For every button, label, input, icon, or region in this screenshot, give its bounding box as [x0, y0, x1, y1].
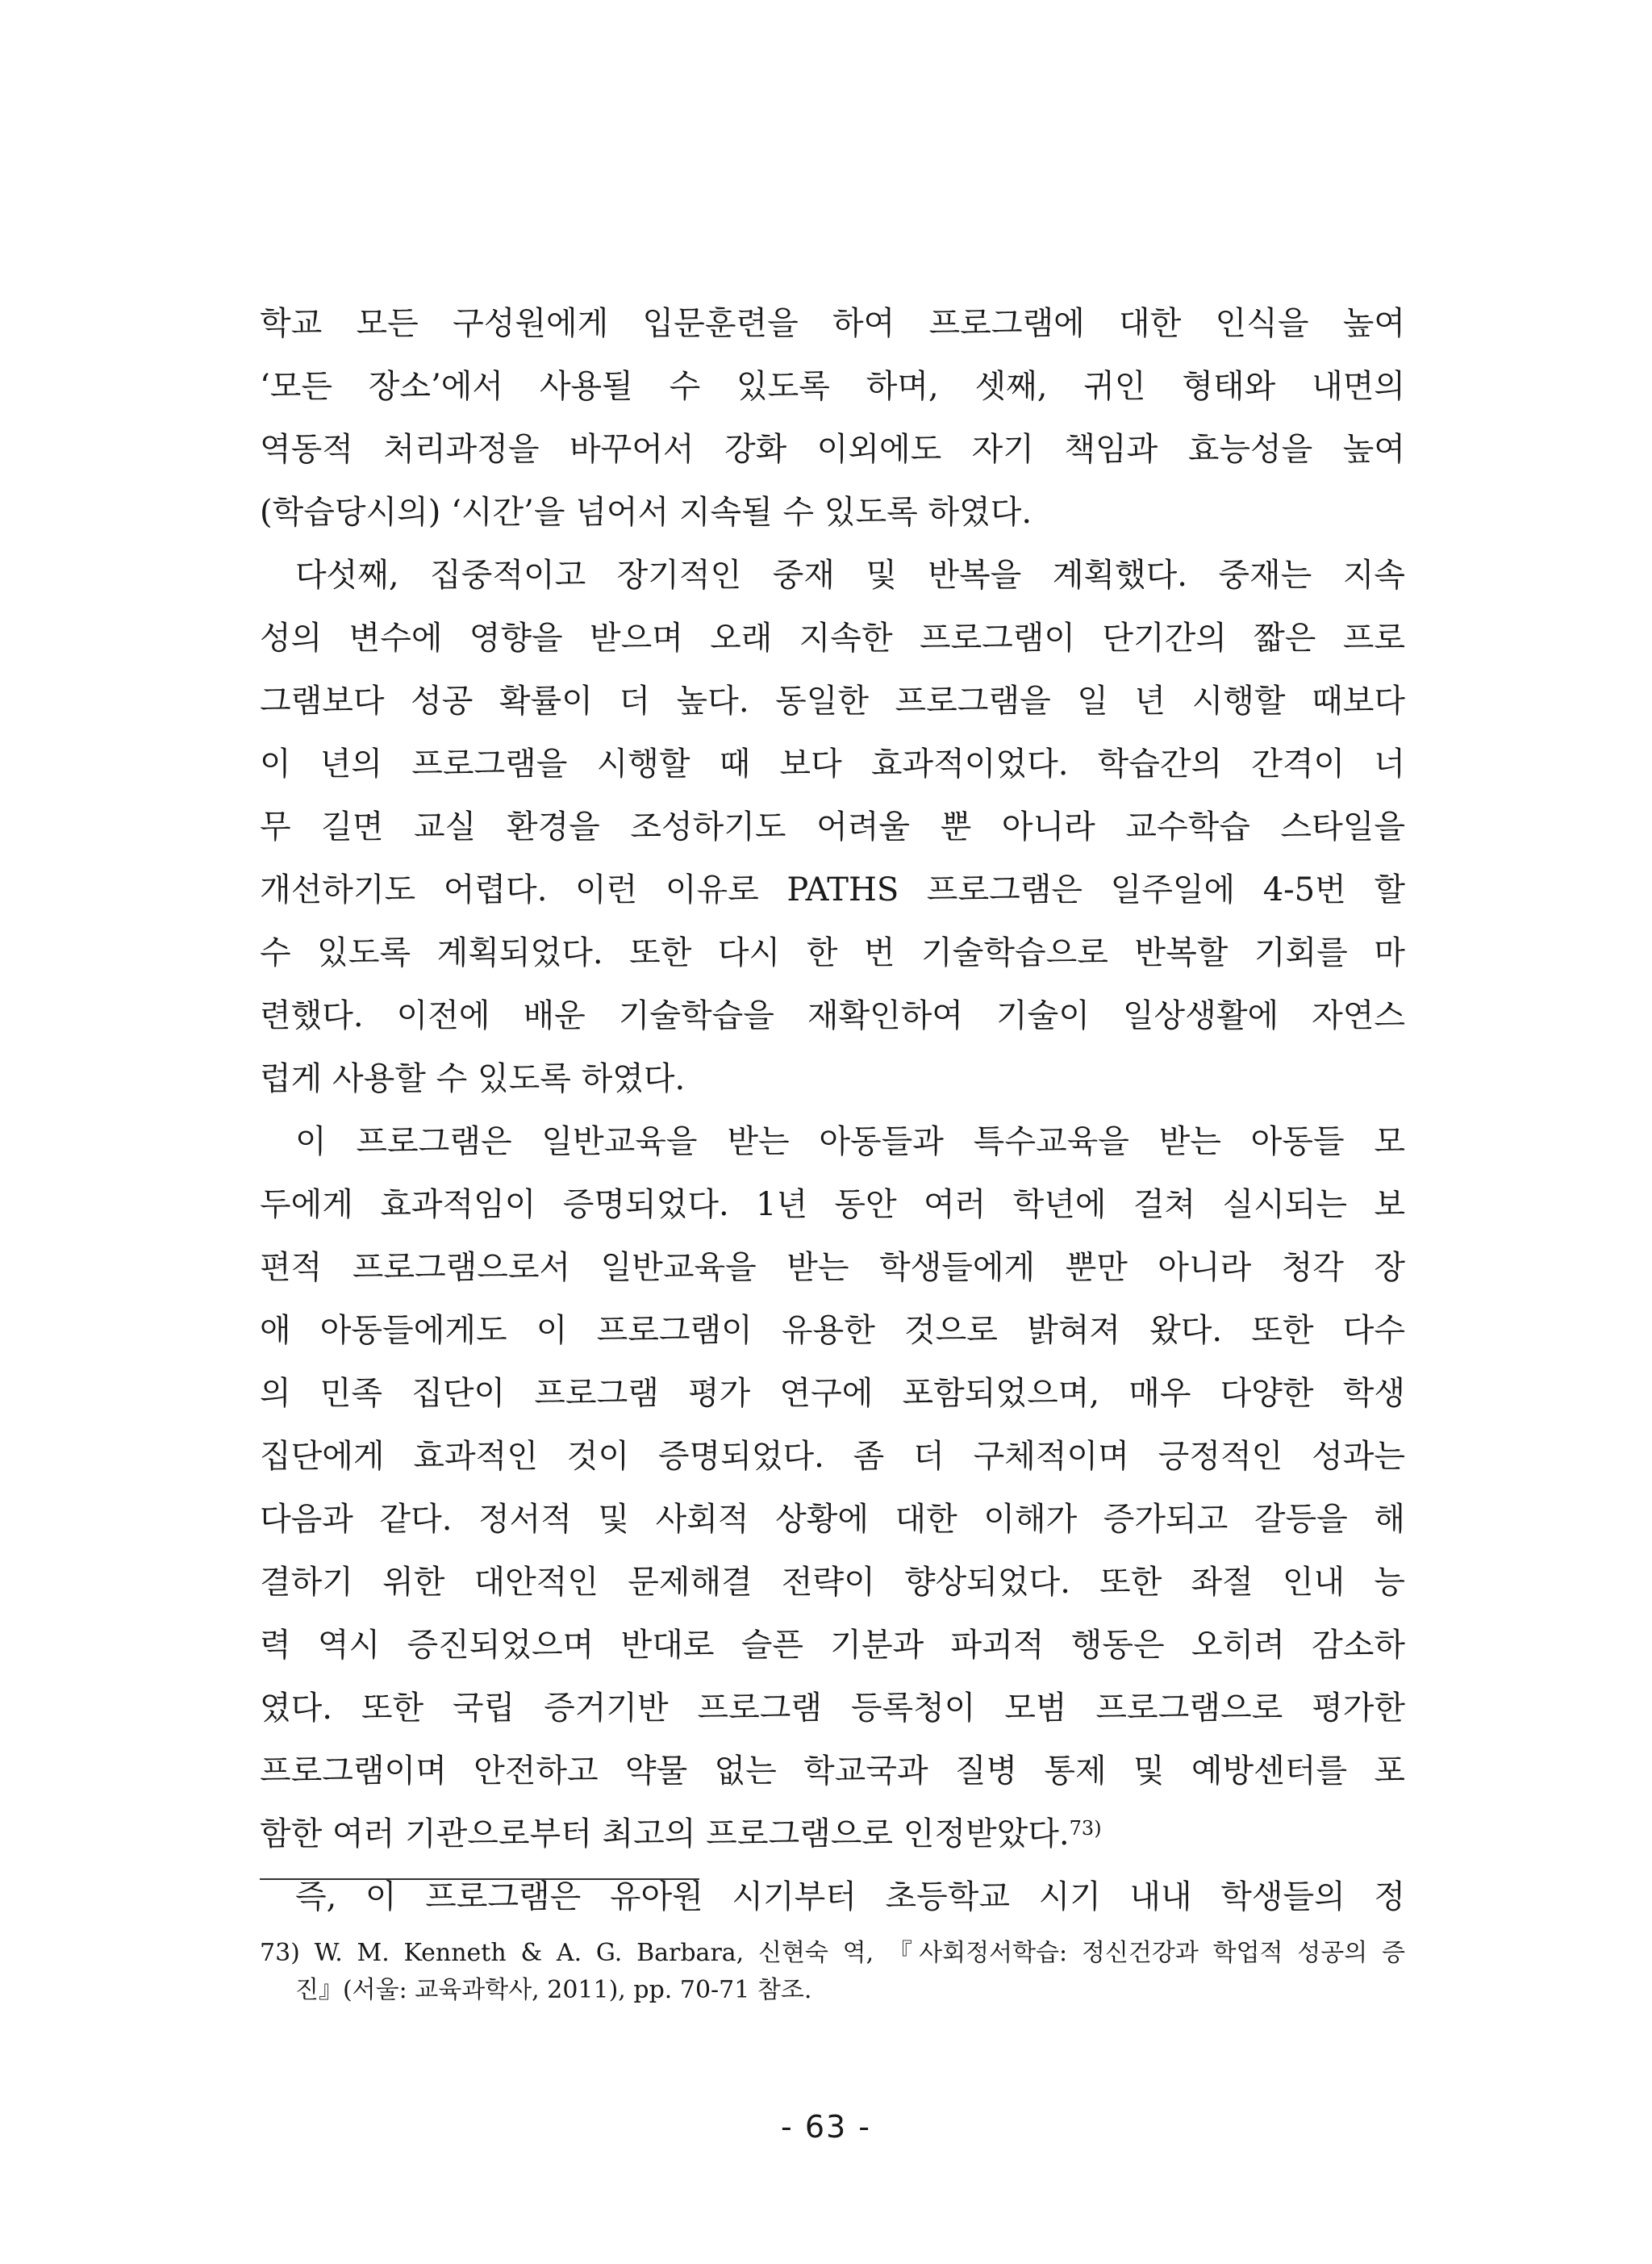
footnote-line: 진』(서울: 교육과학사, 2011), pp. 70-71 참조.	[295, 1976, 812, 2004]
footnote-reference[interactable]: 73)	[1069, 1817, 1102, 1840]
text-line: 즉, 이 프로그램은 유아원 시기부터 초등학교 시기 내내 학생들의 정	[295, 1878, 1405, 1915]
page-number: - 63 -	[781, 2109, 871, 2145]
text-line: 력 역시 증진되었으며 반대로 슬픈 기분과 파괴적 행동은 오히려 감소하	[260, 1627, 1405, 1664]
text-line: (학습당시의) ‘시간’을 넘어서 지속될 수 있도록 하였다.	[260, 494, 1032, 531]
text-line: 무 길면 교실 환경을 조성하기도 어려울 뿐 아니라 교수학습 스타일을	[260, 808, 1405, 846]
text-line: 집단에게 효과적인 것이 증명되었다. 좀 더 구체적이며 긍정적인 성과는	[260, 1438, 1405, 1475]
text-line: 편적 프로그램으로서 일반교육을 받는 학생들에게 뿐만 아니라 청각 장	[260, 1249, 1405, 1286]
footnote-separator	[260, 1878, 699, 1880]
text-line: 였다. 또한 국립 증거기반 프로그램 등록청이 모범 프로그램으로 평가한	[260, 1690, 1405, 1727]
text-line: 개선하기도 어렵다. 이런 이유로 PATHS 프로그램은 일주일에 4-5번 할	[260, 871, 1405, 909]
text-line: 의 민족 집단이 프로그램 평가 연구에 포함되었으며, 매우 다양한 학생	[260, 1375, 1405, 1412]
text-line: 학교 모든 구성원에게 입문훈련을 하여 프로그램에 대한 인식을 높여	[260, 305, 1405, 342]
text-line: 프로그램이며 안전하고 약물 없는 학교국과 질병 통제 및 예방센터를 포	[260, 1752, 1405, 1790]
text-line: 두에게 효과적임이 증명되었다. 1년 동안 여러 학년에 걸쳐 실시되는 보	[260, 1186, 1405, 1223]
text-line: 애 아동들에게도 이 프로그램이 유용한 것으로 밝혀져 왔다. 또한 다수	[260, 1312, 1405, 1349]
text-line: 그램보다 성공 확률이 더 높다. 동일한 프로그램을 일 년 시행할 때보다	[260, 683, 1405, 720]
text-line-content: 함한 여러 기관으로부터 최고의 프로그램으로 인정받았다.	[260, 1815, 1070, 1853]
text-line: 역동적 처리과정을 바꾸어서 강화 이외에도 자기 책임과 효능성을 높여	[260, 431, 1405, 468]
text-line: 이 프로그램은 일반교육을 받는 아동들과 특수교육을 받는 아동들 모	[295, 1123, 1405, 1160]
text-line	[260, 1802, 1405, 1865]
footnote-area	[260, 1935, 1405, 2009]
text-line: 결하기 위한 대안적인 문제해결 전략이 향상되었다. 또한 좌절 인내 능	[260, 1564, 1405, 1601]
text-line: 럽게 사용할 수 있도록 하였다.	[260, 1060, 686, 1097]
text-line: 수 있도록 계획되었다. 또한 다시 한 번 기술학습으로 반복할 기회를 마	[260, 934, 1405, 971]
text-line: 련했다. 이전에 배운 기술학습을 재확인하여 기술이 일상생활에 자연스	[260, 997, 1405, 1034]
footnote-line: 73) W. M. Kenneth & A. G. Barbara, 신현숙 역, 『사회정서학습: 정신건강과 학업적 성공의 증	[260, 1939, 1405, 1967]
text-line: 이 년의 프로그램을 시행할 때 보다 효과적이었다. 학습간의 간격이 너	[260, 746, 1405, 783]
body-text	[260, 292, 1405, 1928]
text-line: 성의 변수에 영향을 받으며 오래 지속한 프로그램이 단기간의 짧은 프로	[260, 620, 1405, 657]
text-line: ‘모든 장소’에서 사용될 수 있도록 하며, 셋째, 귀인 형태와 내면의	[260, 368, 1405, 405]
text-line: 다섯째, 집중적이고 장기적인 중재 및 반복을 계획했다. 중재는 지속	[295, 557, 1405, 594]
text-line: 다음과 같다. 정서적 및 사회적 상황에 대한 이해가 증가되고 갈등을 해	[260, 1501, 1405, 1538]
